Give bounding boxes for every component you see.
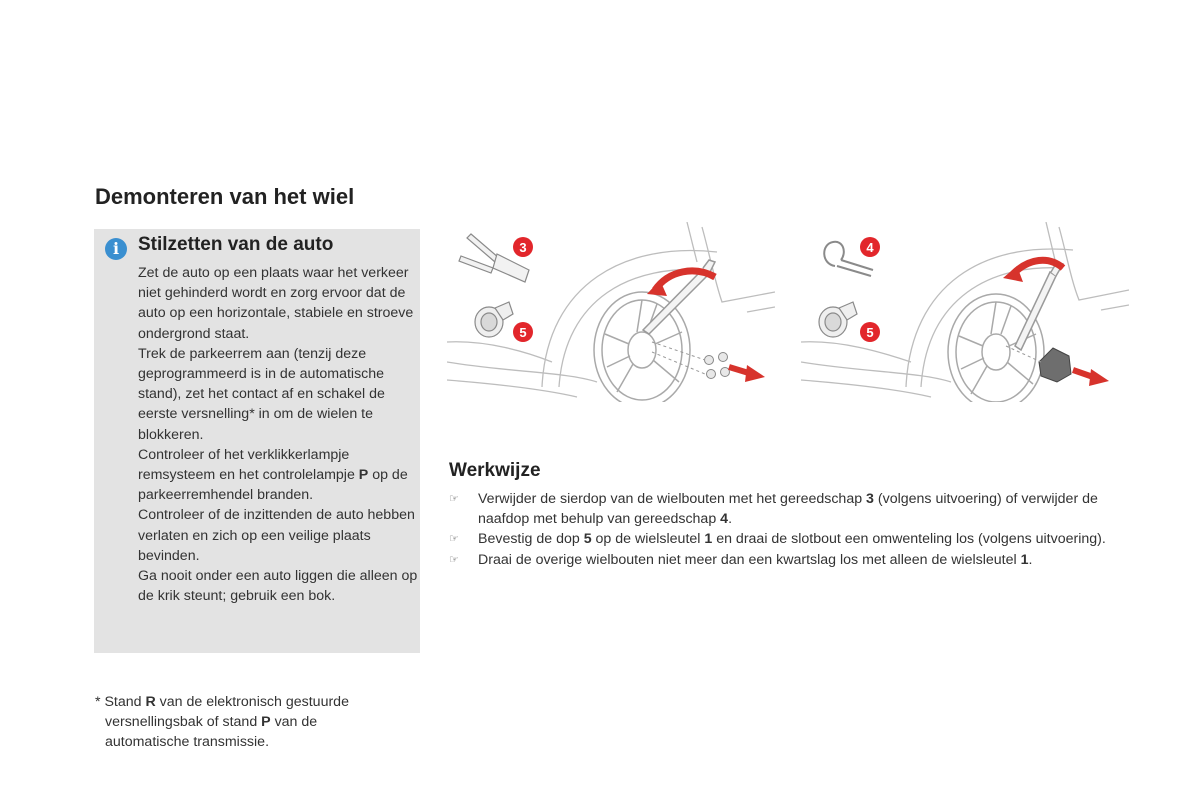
info-heading: Stilzetten van de auto (138, 234, 334, 255)
badge-right-bottom (860, 322, 880, 342)
footnote-line: * Stand R van de elektronisch gestuurde (95, 694, 349, 710)
info-paragraph: Controleer of het verklikkerlampje remsysteem en het controlelampje P op de parkeerremhendel branden. (138, 446, 408, 504)
badge-right-top (860, 237, 880, 257)
footnote (95, 692, 395, 753)
info-box (94, 229, 420, 653)
wheel-removal-illustration-left (447, 222, 775, 402)
footnote-line: automatische transmissie. (105, 734, 270, 751)
page-title: Demonteren van het wiel (95, 184, 355, 209)
procedure-step-text: Verwijder de sierdop van de wielbouten met het gereedschap 3 (volgens uitvoering) of verwijder de naafdop met behulp van gereedschap 4. (478, 491, 1098, 528)
info-body (138, 263, 418, 606)
pointing-hand-icon: ☞ (449, 533, 459, 546)
procedure-step-text: Bevestig de dop 5 op de wielsleutel 1 en draai de slotbout een omwenteling los (volgens uitvoering). (478, 531, 1106, 548)
pointing-hand-icon: ☞ (449, 553, 459, 566)
wheel-removal-illustration-right (801, 222, 1129, 402)
info-paragraph: Zet de auto op een plaats waar het verkeer niet gehinderd wordt en zorg ervoor dat de auto op een horizontale, stabiele en stroeve ondergrond staat. (138, 265, 414, 342)
procedure-steps (449, 489, 1109, 570)
info-paragraph: Trek de parkeerrem aan (tenzij deze geprogrammeerd is in de automatische stand), zet het contact af en schakel de eerste versnelling* in om de wielen te blokkeren. (138, 345, 385, 443)
info-icon: i (105, 238, 127, 260)
procedure-step-text: Draai de overige wielbouten niet meer dan een kwartslag los met alleen de wielsleutel 1. (478, 551, 1033, 568)
svg-text:5: 5 (519, 325, 527, 340)
svg-text:5: 5 (866, 325, 874, 340)
pointing-hand-icon: ☞ (449, 493, 459, 505)
svg-text:4: 4 (866, 240, 874, 255)
badge-left-top (513, 237, 533, 257)
footnote-line: versnellingsbak of stand P van de (105, 714, 318, 731)
procedure-step (449, 550, 1109, 570)
info-paragraph: Controleer of de inzittenden de auto hebben verlaten en zich op een veilige plaats bevinden. (138, 507, 415, 564)
info-paragraph: Ga nooit onder een auto liggen die alleen op de krik steunt; gebruik een bok. (138, 568, 418, 605)
svg-text:3: 3 (519, 240, 527, 255)
procedure-heading: Werkwijze (449, 460, 541, 481)
procedure-step (449, 489, 1109, 529)
procedure-step (449, 529, 1109, 549)
badge-left-bottom (513, 322, 533, 342)
